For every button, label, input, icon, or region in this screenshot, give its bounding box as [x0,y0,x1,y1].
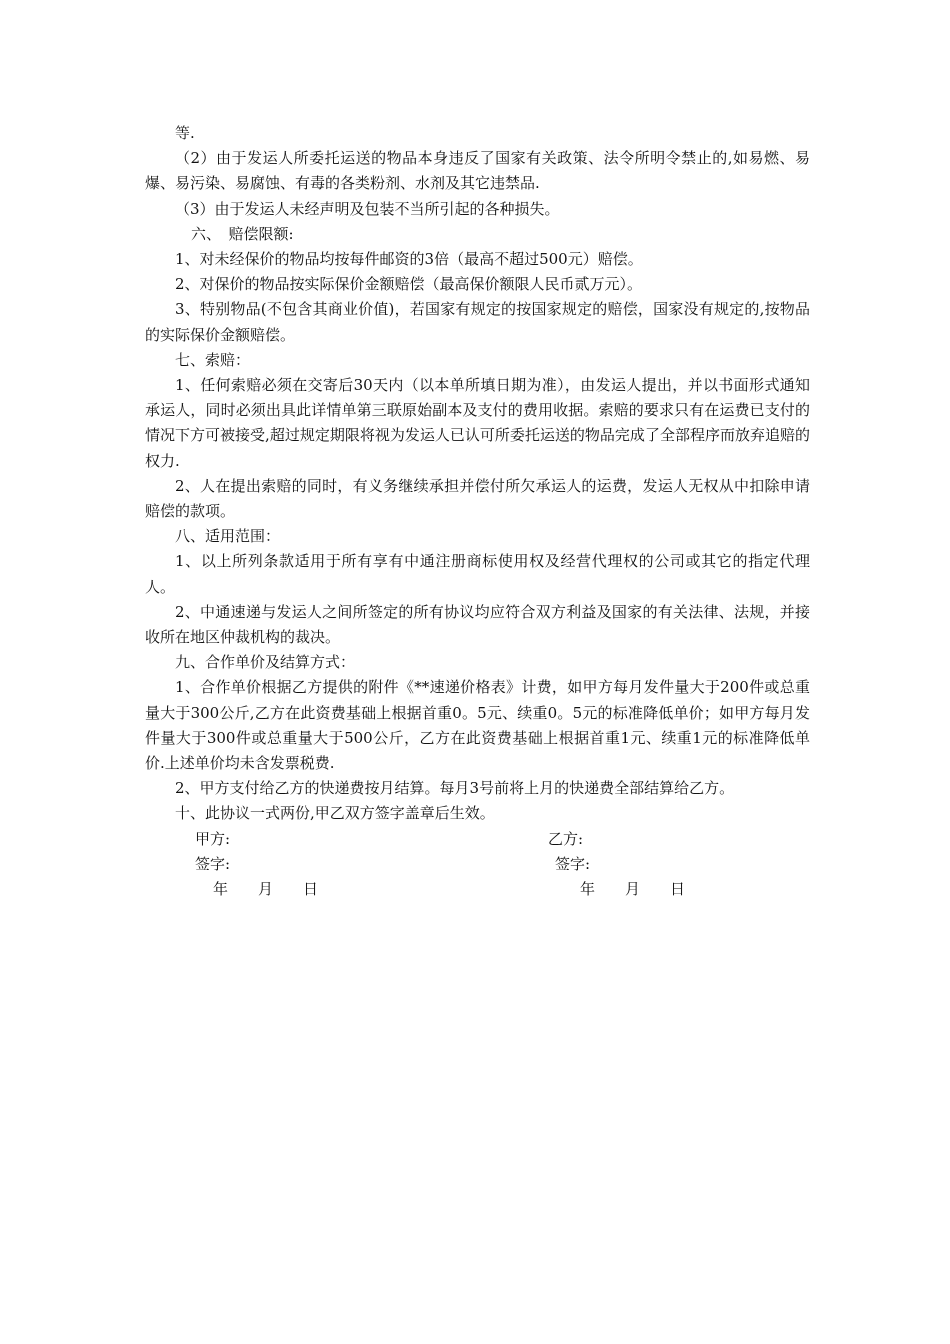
clause-continuation: 等. [175,124,195,142]
exemption-item-2: （2）由于发运人所委托运送的物品本身违反了国家有关政策、法令所明令禁止的,如易燃、易爆、易污染、易腐蚀、有毒的各类粉剂、水剂及其它违禁品. [145,149,810,193]
signature-date-row [145,877,810,902]
scope-item-1: 1、以上所列条款适用于所有享有中通注册商标使用权及经营代理权的公司或其它的指定代理人。 [145,552,810,596]
party-a-date: 年 月 日 [213,880,319,899]
contract-body [145,121,810,902]
section-9-heading: 九、合作单价及结算方式： [175,653,356,672]
compensation-item-2: 2、对保价的物品按实际保价金额赔偿（最高保价额限人民币贰万元）。 [175,275,643,294]
claim-item-1: 1、任何索赔必须在交寄后30天内（以本单所填日期为准），由发运人提出，并以书面形式通知承运人，同时必须出具此详情单第三联原始副本及支付的费用收据。索赔的要求只有在运费已支付的情况下方可被接受,超过规定期限将视为发运人已认可所委托运送的物品完成了全部程序而放弃追赔的权力. [145,376,810,470]
party-b-sign-label: 签字: [555,854,591,873]
section-7-heading: 七、索赔： [175,350,251,369]
exemption-item-3: （3）由于发运人未经声明及包装不当所引起的各种损失。 [175,199,560,218]
party-a-sign-label: 签字: [195,854,231,873]
claim-item-2: 2、人在提出索赔的同时，有义务继续承担并偿付所欠承运人的运费，发运人无权从中扣除申请赔偿的款项。 [145,476,810,521]
compensation-item-3: 3、特别物品(不包含其商业价值)，若国家有规定的按国家规定的赔偿，国家没有规定的,按物品的实际保价金额赔偿。 [145,300,810,344]
section-10-heading: 十、此协议一式两份,甲乙双方签字盖章后生效。 [175,804,495,823]
signature-party-row [145,827,810,852]
section-8-heading: 八、适用范围： [175,527,281,546]
section-6-heading: 六、 赔偿限额: [191,224,294,243]
compensation-item-1: 1、对未经保价的物品均按每件邮资的3倍（最高不超过500元）赔偿。 [175,250,643,269]
scope-item-2: 2、中通速递与发运人之间所签定的所有协议均应符合双方利益及国家的有关法律、法规，并接收所在地区仲裁机构的裁决。 [145,602,810,647]
party-b-date: 年 月 日 [580,880,686,899]
party-b-label: 乙方: [548,829,584,848]
pricing-item-2: 2、甲方支付给乙方的快递费按月结算。每月3号前将上月的快递费全部结算给乙方。 [175,779,735,798]
pricing-item-1: 1、合作单价根据乙方提供的附件《**速递价格表》计费，如甲方每月发件量大于200件或总重量大于300公斤,乙方在此资费基础上根据首重0。5元、续重0。5元的标准降低单价；如甲方每月发件量大于300件或总重量大于500公斤，乙方在此资费基础上根据首重1元、续重1元的标准降低单价.上述单价均未含发票税费. [145,678,810,773]
party-a-label: 甲方: [195,829,231,848]
signature-sign-row [145,852,810,877]
